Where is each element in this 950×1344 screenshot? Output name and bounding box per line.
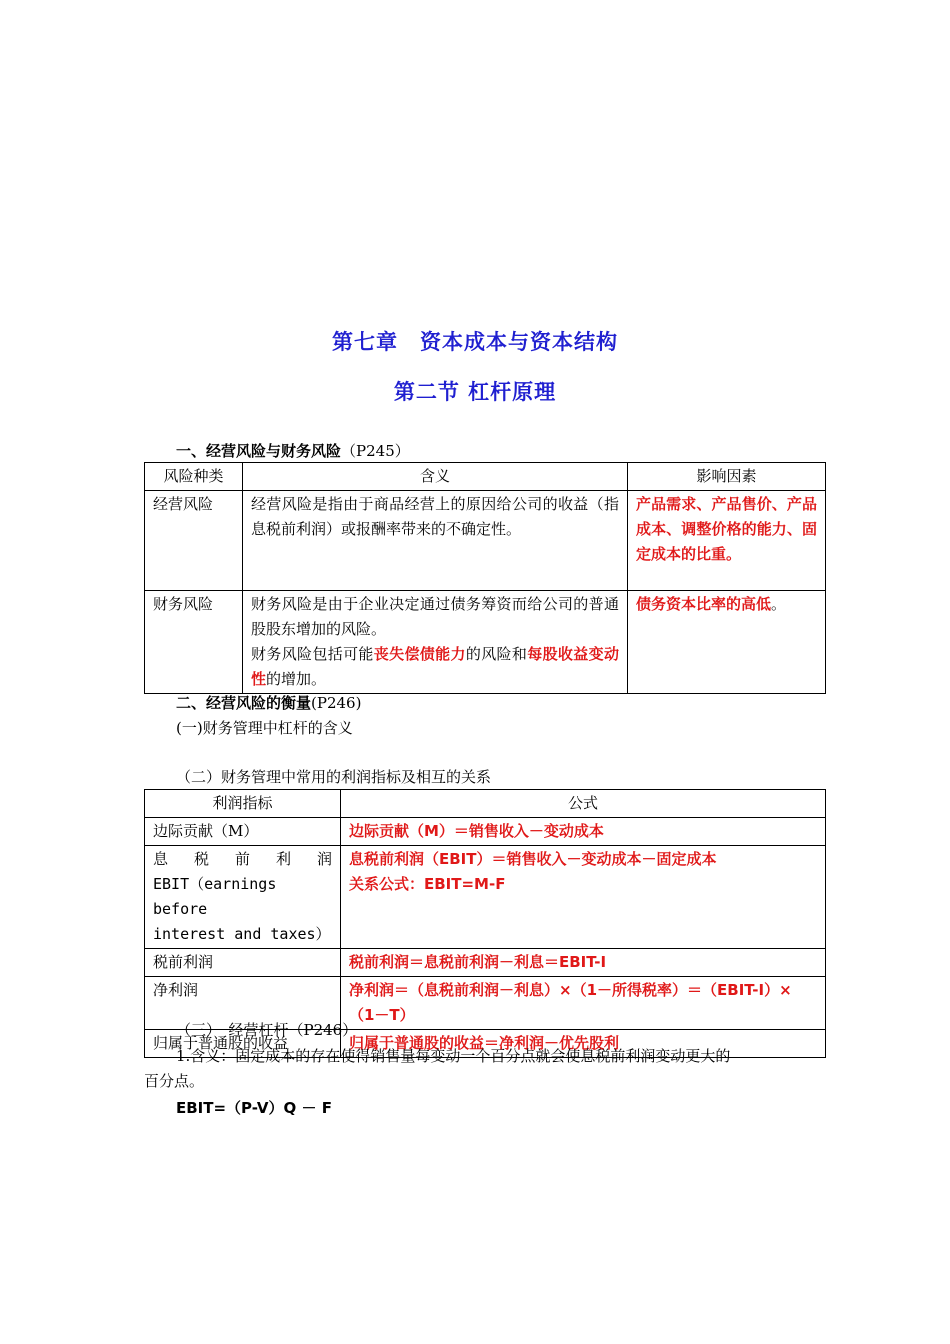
paragraph-line: 1.含义：固定成本的存在使得销售量每变动一个百分点就会使息税前利润变动更大的 (176, 1047, 731, 1065)
formula-cell (341, 846, 826, 949)
highlight-text: 债务资本比率的高低 (636, 595, 772, 613)
risk-meaning-cell: 经营风险是指由于商品经营上的原因给公司的收益（指息税前利润）或报酬率带来的不确定性。 (243, 491, 628, 591)
table-header-row (145, 463, 826, 491)
profit-table (144, 789, 826, 1058)
section-heading-2-text: 二、经营风险的衡量 (176, 694, 312, 712)
indicator-name-cell: 税前利润 (145, 949, 341, 977)
text-run: 的增加。 (266, 670, 327, 688)
table-row (145, 491, 826, 591)
table-header-cell: 含义 (243, 463, 628, 491)
table-row (145, 846, 826, 949)
highlight-text: 每股收益变动性 (251, 645, 619, 688)
formula-line: 息税前利润（EBIT）＝销售收入－变动成本－固定成本 (349, 850, 717, 868)
highlight-text: 丧失偿债能力 (373, 645, 466, 663)
table-header-row (145, 790, 826, 818)
risk-factor-cell (628, 591, 826, 694)
table-header-cell: 影响因素 (628, 463, 826, 491)
risk-factor-cell: 产品需求、产品售价、产品成本、调整价格的能力、固定成本的比重。 (628, 491, 826, 591)
indicator-name-cn (153, 847, 332, 872)
formula-cell: 边际贡献（M）＝销售收入－变动成本 (341, 818, 826, 846)
indicator-name-cell: 净利润 (145, 977, 341, 1030)
formula-cell: 税前利润＝息税前利润－利息＝EBIT-I (341, 949, 826, 977)
table-row (145, 591, 826, 694)
section-title: 第二节 杠杆原理 (393, 380, 557, 404)
indicator-name-cell: 边际贡献（M） (145, 818, 341, 846)
ebit-formula: EBIT=（P-V）Q － F (176, 1099, 332, 1117)
table-row (145, 818, 826, 846)
table-row (145, 949, 826, 977)
table-header-cell: 利润指标 (145, 790, 341, 818)
formula-cell: 净利润＝（息税前利润－利息）×（1－所得税率）＝（EBIT-I）×（1－T） (341, 977, 826, 1030)
chapter-title: 第七章 资本成本与资本结构 (332, 330, 618, 354)
paragraph-line: 百分点。 (144, 1072, 205, 1090)
risk-meaning-line: 财务风险是由于企业决定通过债务筹资而给公司的普通股股东增加的风险。 (251, 595, 619, 638)
indicator-name-en: EBIT（earnings before (153, 875, 277, 918)
text-run: 利 (275, 850, 291, 868)
text-run: 前 (234, 850, 250, 868)
section-heading-1-text: 一、经营风险与财务风险 (176, 442, 342, 460)
subheading-leverage-meaning: (一)财务管理中杠杆的含义 (176, 719, 353, 737)
text-run: 财务风险包括可能 (251, 645, 374, 663)
text-run: 润 (316, 850, 332, 868)
risk-type-cell: 财务风险 (145, 591, 243, 694)
section-heading-2-ref: (P246) (311, 694, 362, 712)
section-heading-2 (176, 692, 361, 714)
indicator-name-cell (145, 846, 341, 949)
risk-meaning-cell (243, 591, 628, 694)
indicator-name-en: interest and taxes） (153, 925, 331, 943)
subheading-operating-leverage: （三） 经营杠杆（P246） (176, 1021, 358, 1039)
risk-meaning-line (251, 642, 619, 692)
indicator-name-cell: 归属于普通股的收益 (145, 1030, 341, 1058)
formula-line: 关系公式：EBIT=M-F (349, 875, 506, 893)
text-run: 的风险和 (465, 645, 528, 663)
table-header-cell: 公式 (341, 790, 826, 818)
subheading-profit-indicators: （二）财务管理中常用的利润指标及相互的关系 (176, 768, 492, 786)
section-heading-1-ref: （P245） (341, 442, 410, 460)
table-header-cell: 风险种类 (145, 463, 243, 491)
text-run: 息 (153, 850, 169, 868)
formula-cell: 归属于普通股的收益＝净利润－优先股利 (341, 1030, 826, 1058)
risk-table (144, 462, 826, 694)
text-run: 税 (193, 850, 209, 868)
text-run: 。 (771, 595, 787, 613)
section-heading-1 (176, 440, 410, 462)
risk-type-cell: 经营风险 (145, 491, 243, 591)
